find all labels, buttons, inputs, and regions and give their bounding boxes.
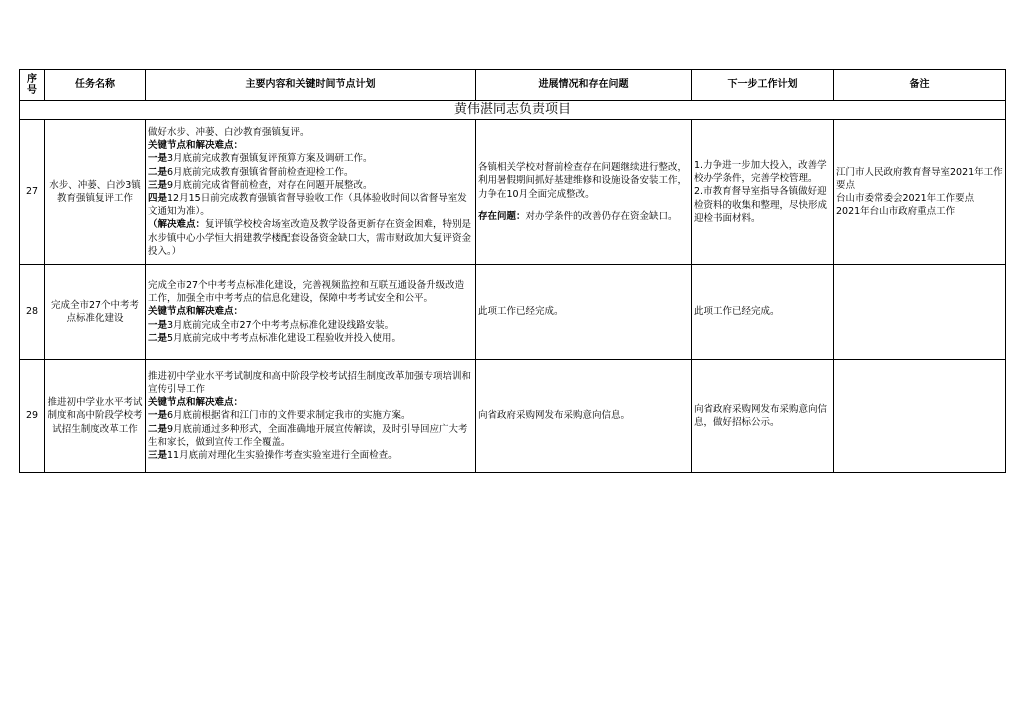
line-lead: 三是 <box>148 450 168 461</box>
line-text: 11月底前对理化生实验操作考查实验室进行全面检查。 <box>167 450 398 461</box>
row-note <box>834 360 1006 473</box>
table-row <box>20 360 1006 473</box>
row-note <box>834 120 1006 265</box>
header-note: 备注 <box>834 70 1006 101</box>
row-progress <box>476 120 692 265</box>
line-text: 对办学条件的改善仍存在资金缺口。 <box>525 210 678 222</box>
row-task: 完成全市27个中考考点标准化建设 <box>45 265 146 360</box>
row-seq: 27 <box>20 120 45 265</box>
text-line <box>148 179 473 192</box>
line-lead: 一是 <box>148 410 168 422</box>
text-line <box>148 449 473 462</box>
line-text: 12月15日前完成教育强镇省督导验收工作（具体验收时间以省督导室发文通知为准）。 <box>148 193 467 218</box>
text-line <box>148 370 473 396</box>
row-progress <box>476 265 692 360</box>
line-text: 向省政府采购网发布采购意向信息。 <box>478 410 631 422</box>
line-text: 1.力争进一步加大投入，改善学校办学条件，完善学校管理。 <box>694 159 827 185</box>
text-line <box>148 305 473 318</box>
text-line <box>694 403 831 429</box>
line-text: 完成全市27个中考考点标准化建设，完善视频监控和互联互通设备升级改造工作，加强全市中考考点的信息化建设，保障中考考试安全和公平。 <box>148 279 465 305</box>
line-heading: 关键节点和解决难点： <box>148 306 244 318</box>
row-progress <box>476 360 692 473</box>
work-plan-table <box>19 69 1006 473</box>
line-text: 3月底前完成教育强镇复评预算方案及调研工作。 <box>167 153 373 165</box>
row-next <box>692 120 834 265</box>
text-line <box>148 332 473 345</box>
row-plan <box>146 265 476 360</box>
line-heading: 关键节点和解决难点： <box>148 397 244 409</box>
text-line <box>148 423 473 449</box>
text-line <box>148 126 473 139</box>
line-lead: 二是 <box>148 332 168 344</box>
text-line <box>148 139 473 152</box>
line-text: 3月底前完成全市27个中考考点标准化建设线路安装。 <box>167 319 395 331</box>
text-line <box>478 305 689 318</box>
line-text: 做好水步、冲蒌、白沙教育强镇复评。 <box>148 126 310 138</box>
line-lead: 存在问题： <box>478 210 526 222</box>
text-line <box>148 279 473 305</box>
line-lead: 四是 <box>148 193 168 204</box>
header-task: 任务名称 <box>45 70 146 101</box>
line-lead: 二是 <box>148 166 168 178</box>
section-title: 黄伟湛同志负责项目 <box>20 101 1006 120</box>
header-seq-line-2: 号 <box>27 85 37 96</box>
header-plan: 主要内容和关键时间节点计划 <box>146 70 476 101</box>
line-text: 2.市教育督导室指导各镇做好迎检资料的收集和整理，尽快形成迎检书面材料。 <box>694 186 828 224</box>
row-task: 推进初中学业水平考试制度和高中阶段学校考试招生制度改革工作 <box>45 360 146 473</box>
table-row <box>20 120 1006 265</box>
header-seq <box>20 70 45 101</box>
row-plan <box>146 360 476 473</box>
line-lead: 三是 <box>148 179 168 191</box>
note-line: 台山市委常委会2021年工作要点 <box>836 193 975 204</box>
line-text: 9月底前完成省督前检查，对存在问题开展整改。 <box>167 179 373 191</box>
header-next: 下一步工作计划 <box>692 70 834 101</box>
section-row <box>20 101 1006 120</box>
note-line: 2021年台山市政府重点工作 <box>836 206 956 218</box>
text-line <box>148 152 473 165</box>
header-seq-line-1: 序 <box>27 74 37 85</box>
row-plan <box>146 120 476 265</box>
line-lead: 一是 <box>148 319 168 331</box>
header-row <box>20 70 1006 101</box>
line-text: 6月底前根据省和江门市的文件要求制定我市的实施方案。 <box>167 410 411 422</box>
text-line <box>694 305 831 318</box>
text-line <box>478 161 689 201</box>
text-line <box>478 409 689 422</box>
row-task: 水步、冲蒌、白沙3镇教育强镇复评工作 <box>45 120 146 265</box>
line-heading: 关键节点和解决难点： <box>148 140 244 152</box>
text-line <box>694 185 831 225</box>
line-text: 复评镇学校校舍场室改造及教学设备更新存在资金困难，特别是水步镇中心小学恒大捐建教学楼配套设备资金缺口大，需市财政加大复评资金投入。） <box>148 219 472 257</box>
line-text: 6月底前完成教育强镇省督前检查迎检工作。 <box>167 166 354 178</box>
line-text: 向省政府采购网发布采购意向信息，做好招标公示。 <box>694 403 828 428</box>
line-text: 此项工作已经完成。 <box>694 306 780 318</box>
work-plan-sheet <box>19 69 1006 473</box>
row-seq: 28 <box>20 265 45 360</box>
note-line: 江门市人民政府教育督导室2021年工作要点 <box>836 166 1003 191</box>
row-seq: 29 <box>20 360 45 473</box>
text-line <box>148 192 473 218</box>
line-text: 此项工作已经完成。 <box>478 306 564 318</box>
text-line <box>148 409 473 422</box>
row-note <box>834 265 1006 360</box>
line-text: 5月底前完成中考考点标准化建设工程验收并投入使用。 <box>167 332 402 344</box>
text-line <box>148 166 473 179</box>
text-line <box>148 396 473 409</box>
line-text: 推进初中学业水平考试制度和高中阶段学校考试招生制度改革加强专项培训和宣传引导工作 <box>148 370 472 395</box>
header-progress: 进展情况和存在问题 <box>476 70 692 101</box>
text-line <box>694 159 831 185</box>
text-line <box>148 218 473 258</box>
line-lead: （解决难点： <box>148 219 206 231</box>
line-lead: 一是 <box>148 153 168 165</box>
text-line <box>148 319 473 332</box>
table-row <box>20 265 1006 360</box>
line-text: 9月底前通过多种形式，全面准确地开展宣传解读，及时引导回应广大考生和家长，做到宣传工作全覆盖。 <box>148 423 468 448</box>
row-next <box>692 265 834 360</box>
text-line <box>478 210 689 223</box>
row-next <box>692 360 834 473</box>
line-gap <box>478 201 689 210</box>
line-lead: 二是 <box>148 423 168 435</box>
line-text: 各镇相关学校对督前检查存在问题继续进行整改，利用暑假期间抓好基建维修和设施设备安装工作，力争在10月全面完成整改。 <box>478 162 688 200</box>
